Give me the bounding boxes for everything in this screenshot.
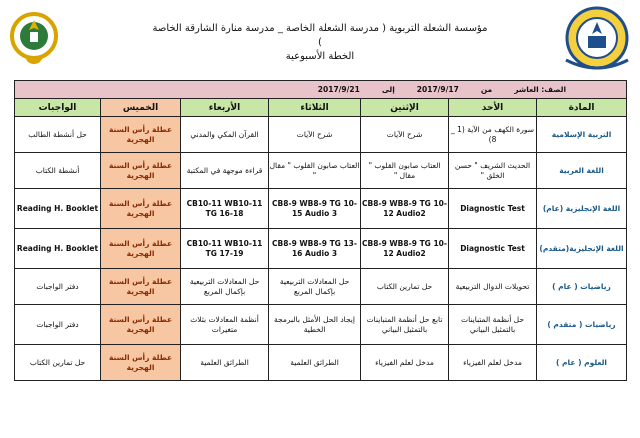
sunday-cell: الحديث الشريف " حسن الخلق " <box>449 153 537 189</box>
subject-cell: العلوم ( عام ) <box>537 345 627 381</box>
to-date: 2017/9/21 <box>317 84 360 94</box>
wednesday-cell: قراءة موجهة في المكتبة <box>181 153 269 189</box>
monday-cell: شرح الآيات <box>361 117 449 153</box>
table-row <box>15 153 627 189</box>
monday-cell: مدخل لعلم الفيزياء <box>361 345 449 381</box>
sunday-cell: سورة الكهف من الآية (1 _ 8) <box>449 117 537 153</box>
subject-cell: اللغة العربية <box>537 153 627 189</box>
homework-cell: دفتر الواجبات <box>15 305 101 345</box>
school-logo-right-icon <box>560 4 634 72</box>
school-logo-left-icon <box>6 6 62 68</box>
homework-cell: Reading H. Booklet <box>15 189 101 229</box>
monday-cell: تابع حل أنظمة المتباينات بالتمثيل البياني <box>361 305 449 345</box>
monday-cell: حل تمارين الكتاب <box>361 269 449 305</box>
from-date: 2017/9/17 <box>416 84 459 94</box>
column-header: الأربعاء <box>181 99 269 117</box>
thursday-cell: عطلة رأس السنة الهجرية <box>101 305 181 345</box>
plan-title: الخطة الأسبوعية <box>285 51 355 62</box>
tuesday-cell: حل المعادلات التربيعية بإكمال المربع <box>269 269 361 305</box>
column-header-row <box>15 99 627 117</box>
subject-cell: التربية الإسلامية <box>537 117 627 153</box>
monday-cell: CB8-9 WB8-9 TG 10-12 Audio2 <box>361 189 449 229</box>
homework-cell: أنشطة الكتاب <box>15 153 101 189</box>
monday-cell: CB8-9 WB8-9 TG 10-12 Audio2 <box>361 229 449 269</box>
thursday-cell: عطلة رأس السنة الهجرية <box>101 269 181 305</box>
column-header: الأحد <box>449 99 537 117</box>
subject-cell: اللغة الإنجليزية (عام) <box>537 189 627 229</box>
weekly-plan-table <box>14 80 627 381</box>
tuesday-cell: شرح الآيات <box>269 117 361 153</box>
thursday-cell: عطلة رأس السنة الهجرية <box>101 345 181 381</box>
wednesday-cell: القرآن المكي والمدني <box>181 117 269 153</box>
sunday-cell: حل أنظمة المتباينات بالتمثيل البياني <box>449 305 537 345</box>
tuesday-cell: CB8-9 WB8-9 TG 10-15 Audio 3 <box>269 189 361 229</box>
column-header: الثلاثاء <box>269 99 361 117</box>
school-title-block <box>150 22 490 64</box>
tuesday-cell: CB8-9 WB8-9 TG 13-16 Audio 3 <box>269 229 361 269</box>
wednesday-cell: الطرائق العلمية <box>181 345 269 381</box>
table-row <box>15 345 627 381</box>
homework-cell: Reading H. Booklet <box>15 229 101 269</box>
homework-cell: دفتر الواجبات <box>15 269 101 305</box>
wednesday-cell: CB10-11 WB10-11 TG 16-18 <box>181 189 269 229</box>
subject-cell: اللغة الإنجليزية(متقدم) <box>537 229 627 269</box>
homework-cell: حل تمارين الكتاب <box>15 345 101 381</box>
column-header: الخميس <box>101 99 181 117</box>
table-row <box>15 269 627 305</box>
subject-cell: رياضيات ( متقدم ) <box>537 305 627 345</box>
tuesday-cell: إيجاد الحل الأمثل بالبرمجة الخطية <box>269 305 361 345</box>
sunday-cell: تحويلات الدوال التربيعية <box>449 269 537 305</box>
school-title: مؤسسة الشعلة التربوية ( مدرسة الشعلة الخاصة _ مدرسة منارة الشارقة الخاصة ) <box>152 23 488 48</box>
subject-cell: رياضيات ( عام ) <box>537 269 627 305</box>
table-row <box>15 117 627 153</box>
table-row <box>15 189 627 229</box>
column-header: الإثنين <box>361 99 449 117</box>
thursday-cell: عطلة رأس السنة الهجرية <box>101 117 181 153</box>
week-bar <box>15 81 627 99</box>
sunday-cell: Diagnostic Test <box>449 229 537 269</box>
tuesday-cell: الطرائق العلمية <box>269 345 361 381</box>
wednesday-cell: CB10-11 WB10-11 TG 17-19 <box>181 229 269 269</box>
thursday-cell: عطلة رأس السنة الهجرية <box>101 153 181 189</box>
wednesday-cell: أنظمة المعادلات بثلاث متغيرات <box>181 305 269 345</box>
column-header: الواجبات <box>15 99 101 117</box>
thursday-cell: عطلة رأس السنة الهجرية <box>101 189 181 229</box>
from-label: من <box>480 84 493 94</box>
table-row <box>15 305 627 345</box>
sunday-cell: مدخل لعلم الفيزياء <box>449 345 537 381</box>
column-header: المادة <box>537 99 627 117</box>
page-header <box>0 0 640 82</box>
wednesday-cell: حل المعادلات التربيعية بإكمال المربع <box>181 269 269 305</box>
grade-label: الصف: العاشر <box>514 84 567 94</box>
homework-cell: حل أنشطة الطالب <box>15 117 101 153</box>
to-label: إلى <box>381 84 395 94</box>
tuesday-cell: العتاب صابون القلوب " مقال " <box>269 153 361 189</box>
monday-cell: العتاب صابون القلوب " مقال " <box>361 153 449 189</box>
sunday-cell: Diagnostic Test <box>449 189 537 229</box>
table-row <box>15 229 627 269</box>
thursday-cell: عطلة رأس السنة الهجرية <box>101 229 181 269</box>
